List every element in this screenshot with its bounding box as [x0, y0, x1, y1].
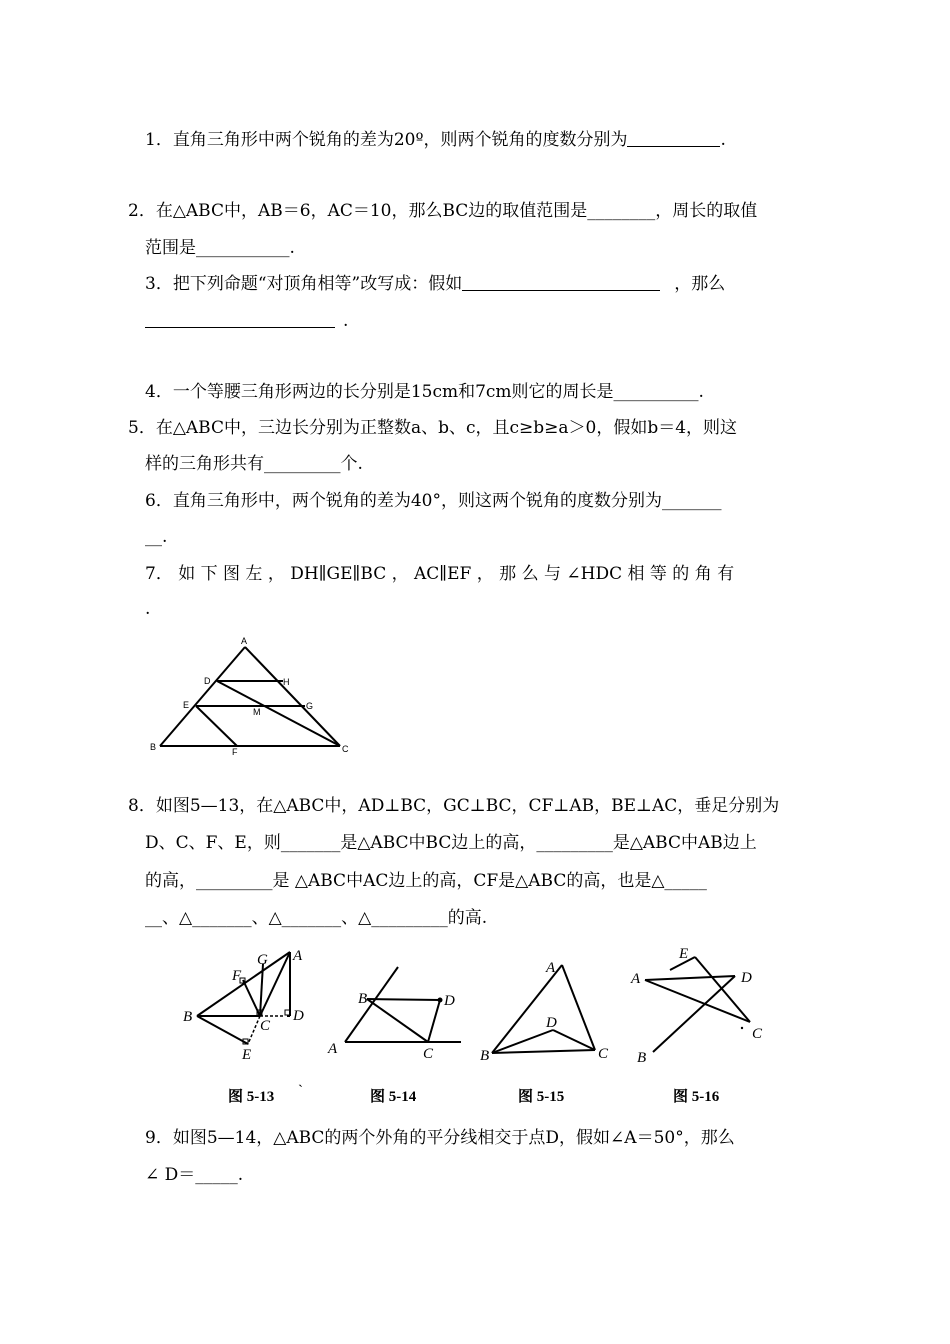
- fig14-label-b: B: [358, 991, 368, 1007]
- q6-line1: 6．直角三角形中，两个锐角的差为40°，则这两个锐角的度数分别为_______: [145, 491, 722, 511]
- fig15-label-c: C: [598, 1046, 609, 1062]
- q4-line: 4．一个等腰三角形两边的长分别是15cm和7cm则它的周长是__________.: [145, 382, 704, 402]
- q1-end: .: [720, 130, 726, 150]
- label-e: E: [183, 700, 190, 710]
- figure-5-16: [625, 940, 775, 1070]
- label-c: C: [342, 744, 349, 754]
- q3-then-blank[interactable]: [145, 309, 335, 328]
- fig16-label-e: E: [679, 946, 689, 962]
- caption-5-15: 图 5-15: [518, 1089, 565, 1105]
- fig15-label-d: D: [546, 1015, 557, 1031]
- q7-line1: 7． 如 下 图 左 ， DH∥GE∥BC ， AC∥EF ， 那 么 与 ∠HDC 相 等 的 角 有: [145, 564, 735, 584]
- label-f: F: [232, 747, 238, 757]
- q5-line1: 5．在△ABC中，三边长分别为正整数a、b、c，且c≥b≥a＞0，假如b＝4，则这: [128, 418, 738, 438]
- q7-line2: .: [145, 599, 151, 619]
- fig14-label-c: C: [423, 1046, 434, 1062]
- seg-dc: [217, 681, 340, 746]
- fig16-label-b: B: [637, 1050, 647, 1066]
- fig14-label-d: D: [444, 993, 455, 1009]
- q7-figure: [140, 630, 370, 760]
- fig13-label-c: C: [260, 1018, 271, 1034]
- q5-line2: 样的三角形共有_________个.: [145, 454, 363, 474]
- fig13-label-d: D: [293, 1008, 304, 1024]
- fig13-stray-mark: `: [298, 1083, 303, 1099]
- caption-5-14: 图 5-14: [370, 1089, 417, 1105]
- label-b: B: [150, 742, 157, 752]
- q9-line1: 9．如图5—14，△ABC的两个外角的平分线相交于点D，假如∠A＝50°，那么: [145, 1128, 735, 1148]
- seg-ef: [196, 706, 237, 746]
- fig15-label-a: A: [546, 960, 556, 976]
- q1-text: 1．直角三角形中两个锐角的差为20º，则两个锐角的度数分别为: [145, 130, 628, 150]
- figure-5-15: [470, 955, 620, 1067]
- fig13-label-g: G: [257, 952, 268, 968]
- q3-line2: [145, 309, 348, 333]
- q3-then: ，那么: [674, 274, 726, 294]
- q3-line1: [145, 272, 725, 296]
- label-g: G: [306, 701, 314, 711]
- q6-line2: __.: [145, 527, 168, 547]
- label-h: H: [283, 677, 290, 687]
- fig16-label-d: D: [741, 970, 752, 986]
- q8-line4: __、△_______、△_______、△_________的高.: [145, 908, 488, 928]
- q3-text: 3．把下列命题“对顶角相等”改写成：假如: [145, 274, 463, 294]
- fig13-label-e: E: [242, 1047, 252, 1063]
- fig16-label-c: C: [752, 1026, 763, 1042]
- fig13-label-a: A: [293, 948, 303, 964]
- label-m: M: [253, 707, 261, 717]
- fig13-label-b: B: [183, 1009, 193, 1025]
- fig16-label-a: A: [631, 971, 641, 987]
- q8-line1: 8．如图5—13，在△ABC中，AD⊥BC，GC⊥BC，CF⊥AB，BE⊥AC，垂足分别为: [128, 796, 780, 816]
- q8-line3: 的高，_________是 △ABC中AC边上的高，CF是△ABC的高，也是△_____: [145, 871, 707, 891]
- fig14-label-a: A: [328, 1041, 338, 1057]
- q8-line2: D、C、F、E，则_______是△ABC中BC边上的高，_________是△ABC中AB边上: [145, 833, 757, 853]
- figure-5-13: [175, 944, 325, 1069]
- q2-line2: 范围是___________.: [145, 238, 295, 258]
- q9-line2: ∠ D＝_____.: [145, 1165, 244, 1185]
- q2-line1: 2．在△ABC中，AB＝6，AC＝10，那么BC边的取值范围是________，周长的取值: [128, 201, 758, 221]
- label-d: D: [204, 676, 211, 686]
- figure-5-14: [325, 960, 465, 1065]
- side-ab: [160, 647, 245, 746]
- q3-end: .: [343, 311, 349, 331]
- label-a: A: [241, 636, 248, 646]
- side-ac: [245, 647, 340, 746]
- q1-answer-blank[interactable]: [627, 128, 720, 147]
- q1-line: [145, 128, 726, 152]
- q3-if-blank[interactable]: [462, 272, 660, 291]
- caption-5-16: 图 5-16: [673, 1089, 720, 1105]
- caption-5-13: 图 5-13: [228, 1089, 275, 1105]
- fig15-label-b: B: [480, 1048, 490, 1064]
- fig13-label-f: F: [232, 968, 242, 984]
